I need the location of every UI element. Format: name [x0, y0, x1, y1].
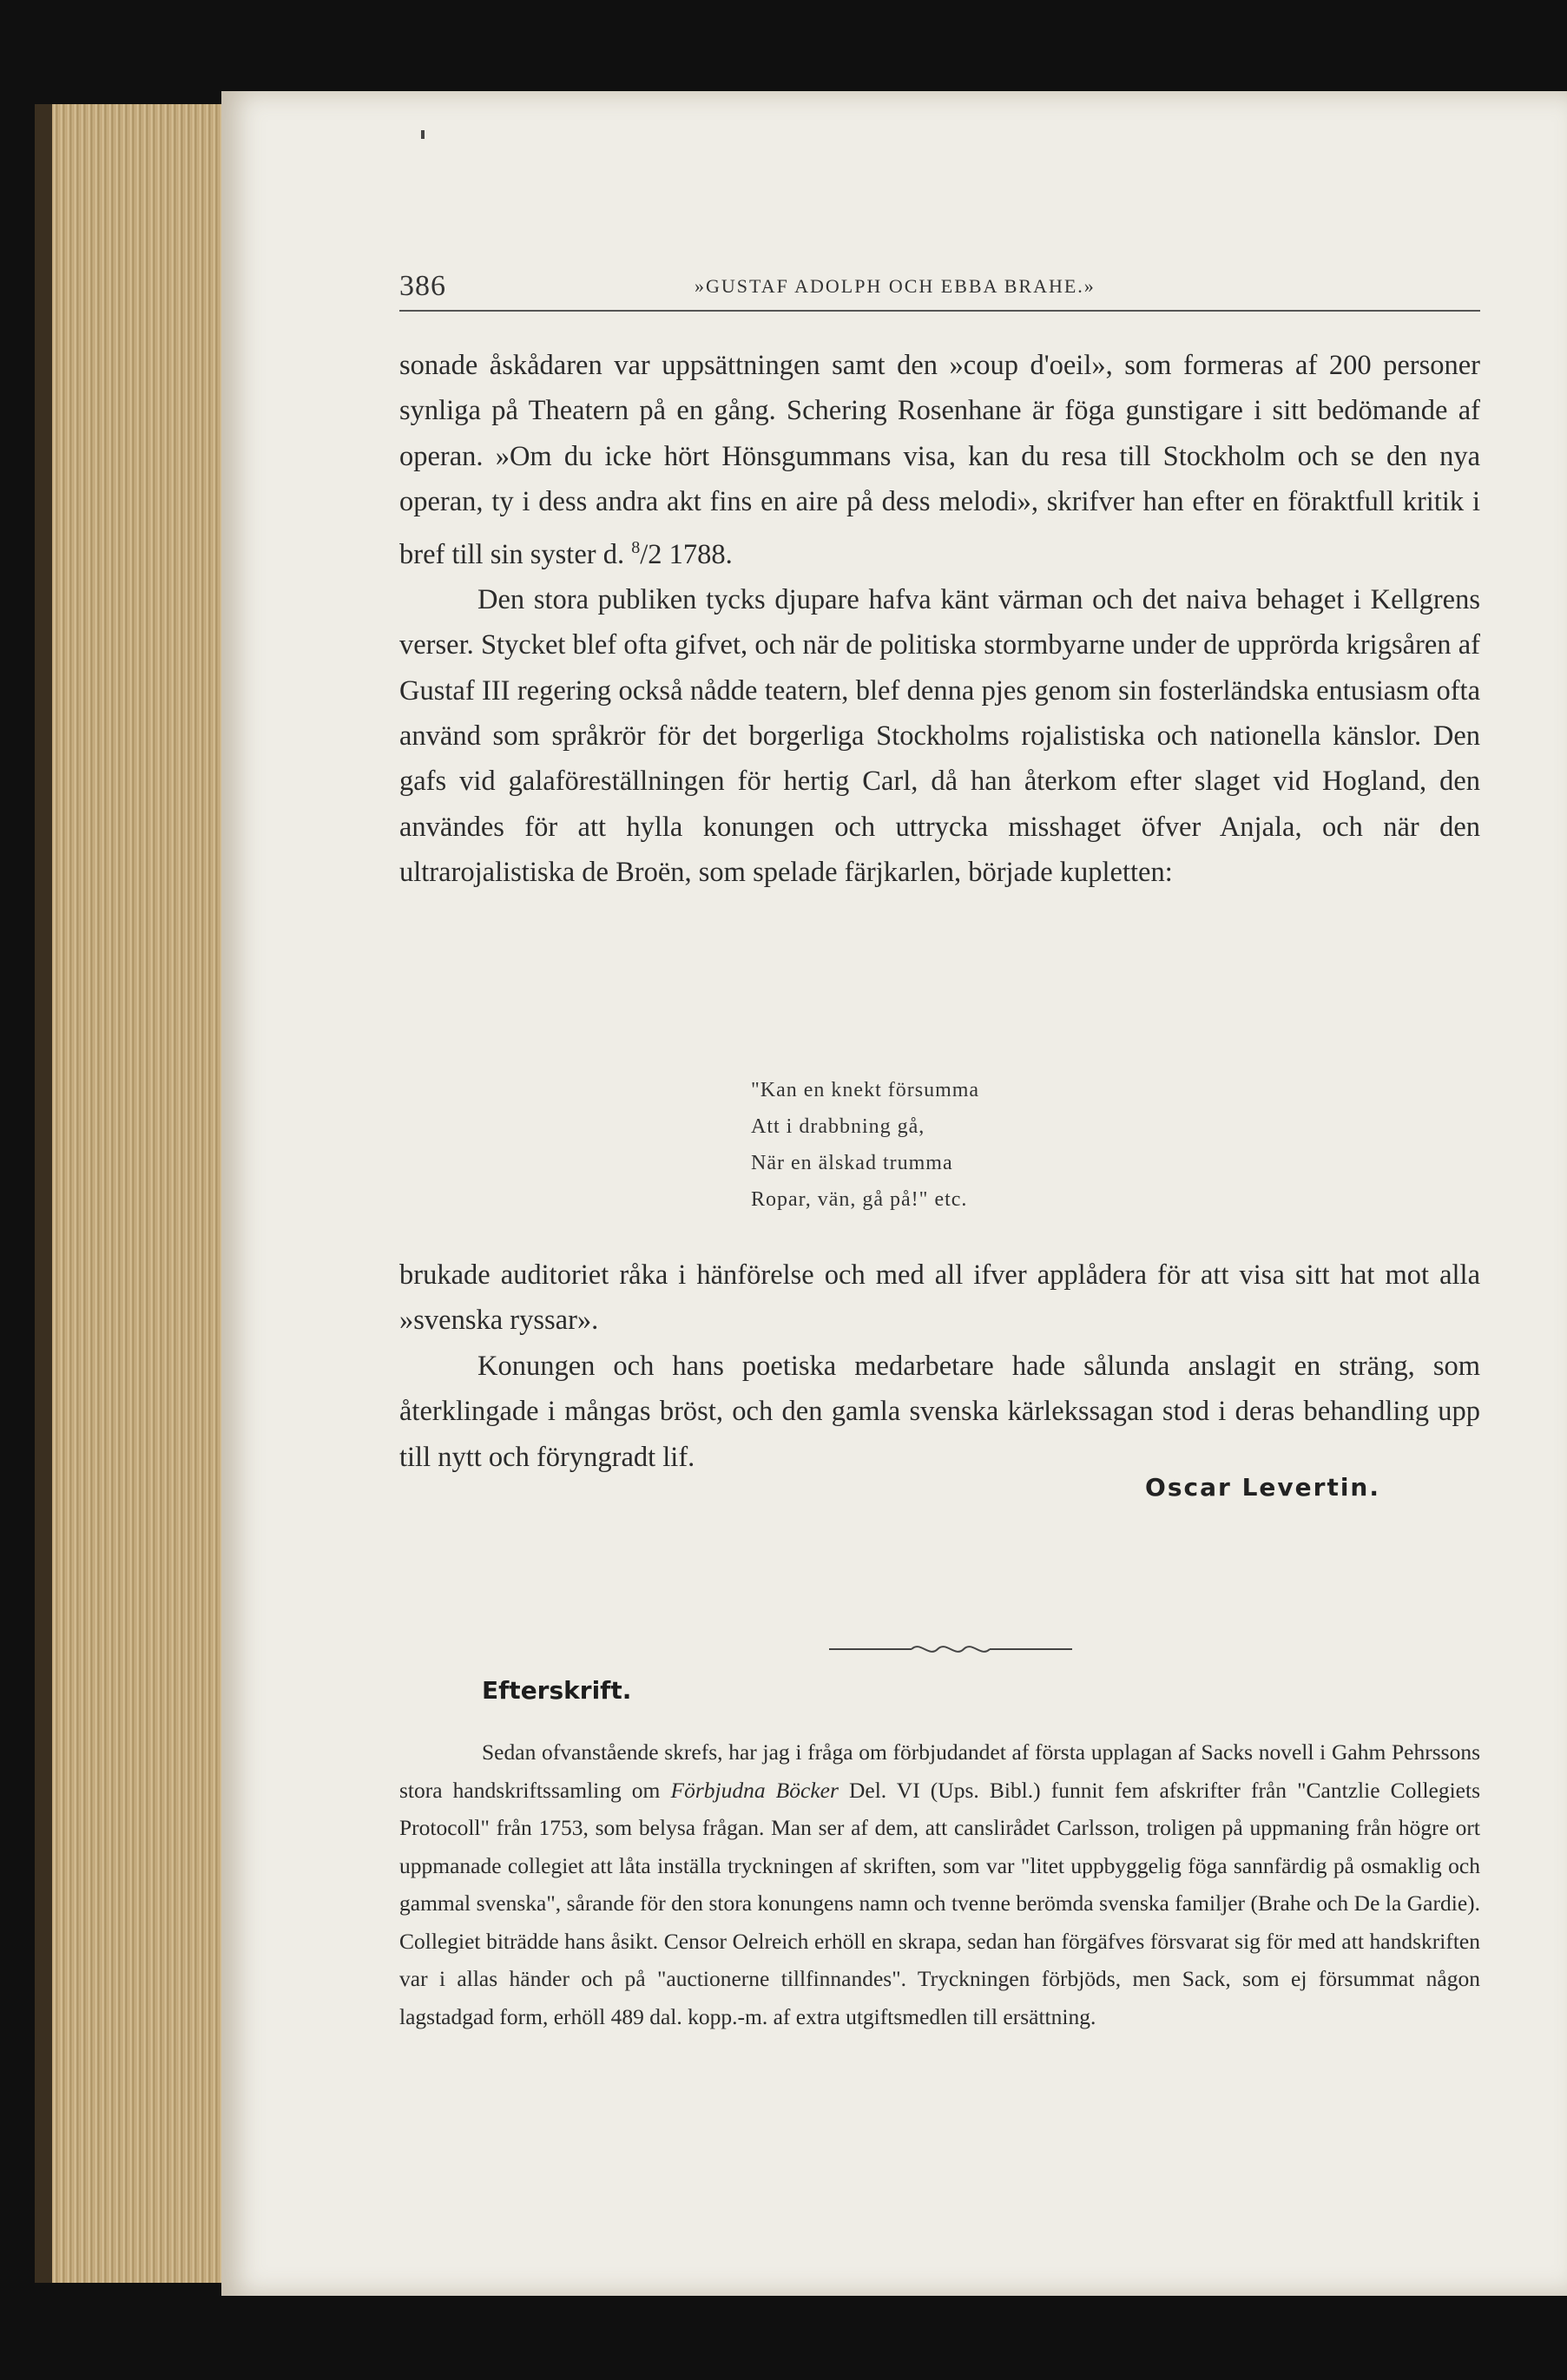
paragraph-3: brukade auditoriet råka i hänförelse och med all ifver applådera för att visa sitt hat mot alla »svenska ryssar». [399, 1259, 1480, 1337]
main-text [399, 343, 1480, 896]
section-divider-ornament [829, 1636, 1072, 1662]
postscript-text-rest: Del. VI (Ups. Bibl.) funnit fem afskrifter från "Cantzlie Collegiets Protocoll" från 1753, som belysa frågan. Man ser af dem, att canslirådet Carlsson, troligen på uppmaning från högre ort uppmanade collegiet att låta inställa tryckningen af skriften, som var "litet uppbyggelig föga sannfärdig på osmaklig och gammal svenska", sårande för den stora konungens namn och tvenne berömda svenska familjer (Brahe och De la Gardie). Collegiet biträdde hans åsikt. Censor Oelreich erhöll en skrapa, sedan han förgäfves försvarat sig för med att handskriften var i allas händer och på "auctionerne tillfinnandes". Tryckningen förbjöds, men Sack, som ej försummat någon lagstadgad form, erhöll 489 dal. kopp.-m. af extra utgiftsmedlen till ersättning. [399, 1777, 1481, 2029]
page-number: 386 [399, 270, 446, 302]
verse-quote [751, 1072, 1185, 1218]
paragraph-1 [399, 343, 1480, 577]
postscript-text-start: Sedan ofvanstående skrefs, har jag i fråga om förbjudandet af första upplagan af Sacks novell i Gahm Pehrssons stora handskriftssamling om [399, 1739, 1480, 1803]
book-spine-shadow [35, 104, 54, 2283]
page-header [399, 265, 1480, 312]
author-signature: Oscar Levertin. [1145, 1473, 1380, 1502]
date-fraction-numerator: 8 [631, 537, 641, 557]
book-page-edges [52, 104, 226, 2283]
verse-line: "Kan en knekt försumma [751, 1079, 980, 1101]
ink-speck [421, 130, 425, 139]
paragraph-2: Den stora publiken tycks djupare hafva känt värman och det naiva behaget i Kellgrens verser. Stycket blef ofta gifvet, och när de politiska stormbyarne under de upprörda krigsåren af Gustaf III regering också nådde teatern, blef denna pjes genom sin fosterländska entusiasm ofta använd som språkrör för det borgerliga Stockholms rojalistiska och nationella känslor. Den gafs vid galaföreställningen för hertig Carl, då han återkom efter slaget vid Hogland, den användes för att hylla konungen och uttrycka misshaget öfver Anjala, och när den ultrarojalistiska de Broën, som spelade färjkarlen, började kupletten: [399, 583, 1480, 889]
book-title-italic: Förbjudna Böcker [670, 1777, 839, 1803]
main-text-continued [399, 1252, 1480, 1480]
running-title: »GUSTAF ADOLPH OCH EBBA BRAHE.» [695, 275, 1096, 297]
verse-line: Att i drabbning gå, [751, 1115, 925, 1138]
paragraph-4: Konungen och hans poetiska medarbetare hade sålunda anslagit en sträng, som återklingade i mångas bröst, och den gamla svenska kärlekssagan stod i deras behandling upp till nytt och föryngradt lif. [399, 1350, 1480, 1473]
paragraph-1-text: sonade åskådaren var uppsättningen samt den »coup d'oeil», som formeras af 200 personer synliga på Theatern på en gång. Schering Rosenhane är föga gunstigare i sitt bedömande af operan. »Om du icke hört Hönsgummans visa, kan du resa till Stockholm och se den nya operan, ty i dess andra akt fins en aire på dess melodi», skrifver han efter en föraktfull kritik i bref till sin syster d. [399, 350, 1480, 570]
paragraph-1-year: 1788. [662, 538, 733, 570]
postscript-heading: Efterskrift. [482, 1676, 632, 1705]
verse-line: När en älskad trumma [751, 1152, 953, 1174]
postscript-text [399, 1733, 1480, 2035]
verse-line: Ropar, vän, gå på!" etc. [751, 1188, 968, 1211]
date-fraction-denominator: /2 [640, 538, 662, 570]
postscript-paragraph [399, 1733, 1480, 2035]
book-page [221, 91, 1567, 2296]
